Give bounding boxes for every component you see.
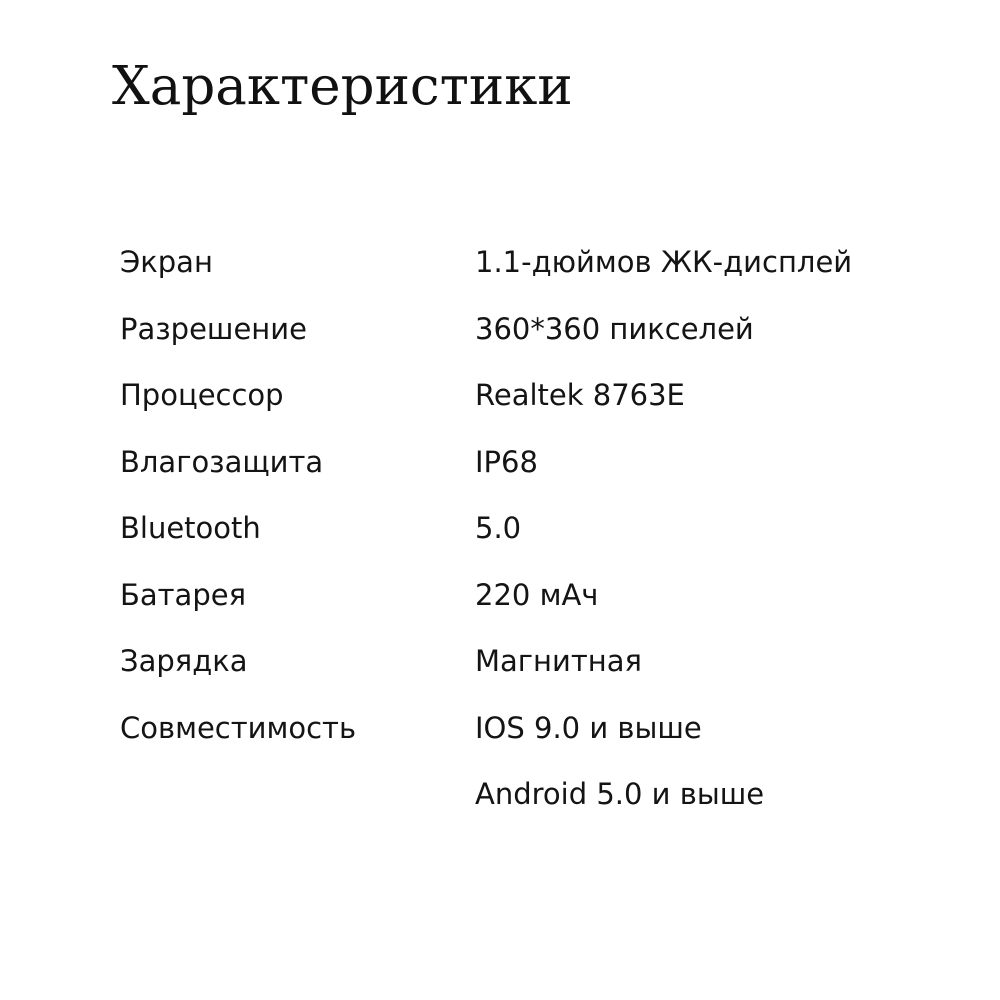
spec-row-bluetooth xyxy=(120,508,980,575)
spec-label: Батарея xyxy=(120,577,247,612)
spec-value: IOS 9.0 и выше xyxy=(475,710,702,745)
spec-label: Совместимость xyxy=(120,710,357,745)
page-title: Характеристики xyxy=(112,56,573,117)
spec-value: 5.0 xyxy=(475,511,522,545)
spec-row-resolution xyxy=(120,309,980,376)
spec-row-processor xyxy=(120,375,980,442)
spec-row-battery xyxy=(120,575,980,642)
spec-row-compatibility-android xyxy=(120,774,980,841)
spec-value: Магнитная xyxy=(475,644,642,678)
spec-row-water-resistance xyxy=(120,442,980,509)
spec-label: Процессор xyxy=(120,378,284,412)
spec-table xyxy=(120,242,980,841)
spec-row-screen xyxy=(120,242,980,309)
spec-value: 360*360 пикселей xyxy=(475,311,754,346)
spec-row-compatibility xyxy=(120,708,980,775)
spec-value: Realtek 8763E xyxy=(475,378,685,412)
spec-value: IP68 xyxy=(475,444,538,479)
spec-label: Влагозащита xyxy=(120,444,324,479)
spec-value: 1.1-дюймов ЖК-дисплей xyxy=(475,245,853,279)
spec-label: Bluetooth xyxy=(120,511,261,545)
spec-label: Экран xyxy=(120,245,213,279)
spec-value: 220 мАч xyxy=(475,577,599,612)
spec-value: Android 5.0 и выше xyxy=(475,777,765,811)
spec-label: Разрешение xyxy=(120,311,307,346)
spec-label: Зарядка xyxy=(120,644,248,678)
spec-row-charging xyxy=(120,641,980,708)
